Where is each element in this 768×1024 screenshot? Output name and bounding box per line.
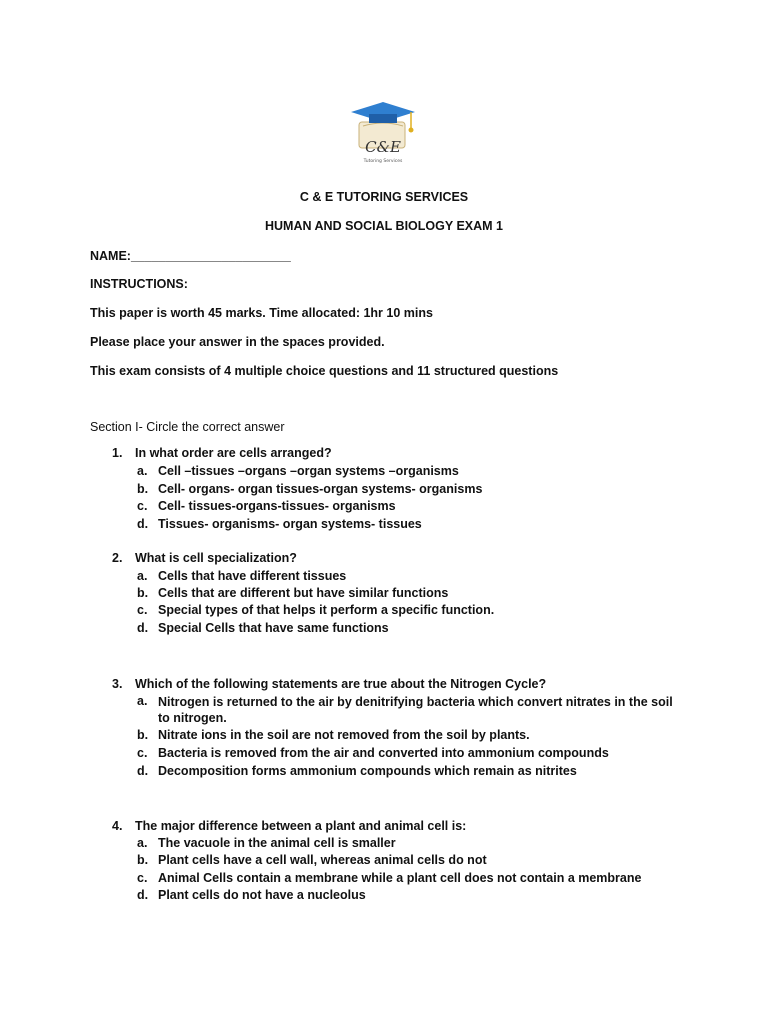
question-text: Which of the following statements are true about the Nitrogen Cycle? [135,677,547,691]
option-letter: c. [137,871,148,885]
option-text: Plant cells have a cell wall, whereas animal cells do not [158,853,487,867]
option-letter: d. [137,517,149,531]
option-text: Cell- tissues-organs-tissues- organisms [158,499,396,513]
exam-title: HUMAN AND SOCIAL BIOLOGY EXAM 1 [265,219,503,233]
section-title: Section I- Circle the correct answer [90,420,285,434]
question-text: What is cell specialization? [135,551,297,565]
instructions-heading: INSTRUCTIONS: [90,277,188,291]
option-letter: a. [137,836,148,850]
option-letter: d. [137,764,149,778]
option-text: Nitrate ions in the soil are not removed from the soil by plants. [158,728,530,742]
option-letter: d. [137,621,149,635]
question-text: In what order are cells arranged? [135,446,332,460]
question-number: 2. [112,551,123,565]
logo-text: C&E [365,138,401,156]
question-text: The major difference between a plant and animal cell is: [135,819,467,833]
instruction-line: This exam consists of 4 multiple choice questions and 11 structured questions [90,364,559,378]
option-letter: c. [137,499,148,513]
name-line: NAME:_______________________ [90,249,291,263]
option-letter: b. [137,482,149,496]
org-title: C & E TUTORING SERVICES [299,190,469,204]
option-letter: d. [137,888,149,902]
option-text: Special types of that helps it perform a specific function. [158,603,495,617]
option-text: Nitrogen is returned to the air by denitrifying bacteria which convert nitrates in the soil to nitrogen. [158,695,673,725]
option-letter: c. [137,603,148,617]
option-text: Cells that are different but have similar functions [158,586,449,600]
graduation-cap-logo [345,100,421,170]
option-text: Animal Cells contain a membrane while a plant cell does not contain a membrane [158,871,642,885]
question-number: 1. [112,446,123,460]
option-letter: a. [137,464,148,478]
option-text: Cells that have different tissues [158,569,347,583]
option-letter: b. [137,728,149,742]
question-number: 4. [112,819,123,833]
question-number: 3. [112,677,123,691]
option-letter: c. [137,746,148,760]
option-text: Plant cells do not have a nucleolus [158,888,366,902]
option-letter: a. [137,694,148,708]
option-text: Cell –tissues –organs –organ systems –organisms [158,464,459,478]
option-text: Cell- organs- organ tissues-organ systems- organisms [158,482,483,496]
option-letter: a. [137,569,148,583]
logo-tagline: Tutoring Services [363,159,403,164]
option-text: Bacteria is removed from the air and converted into ammonium compounds [158,746,609,760]
instruction-line: This paper is worth 45 marks. Time allocated: 1hr 10 mins [90,306,433,320]
option-text: Decomposition forms ammonium compounds which remain as nitrites [158,764,577,778]
option-text: Special Cells that have same functions [158,621,389,635]
instruction-line: Please place your answer in the spaces provided. [90,335,385,349]
option-letter: b. [137,853,149,867]
option-letter: b. [137,586,149,600]
option-text: Tissues- organisms- organ systems- tissues [158,517,422,531]
option-text: The vacuole in the animal cell is smaller [158,836,396,850]
